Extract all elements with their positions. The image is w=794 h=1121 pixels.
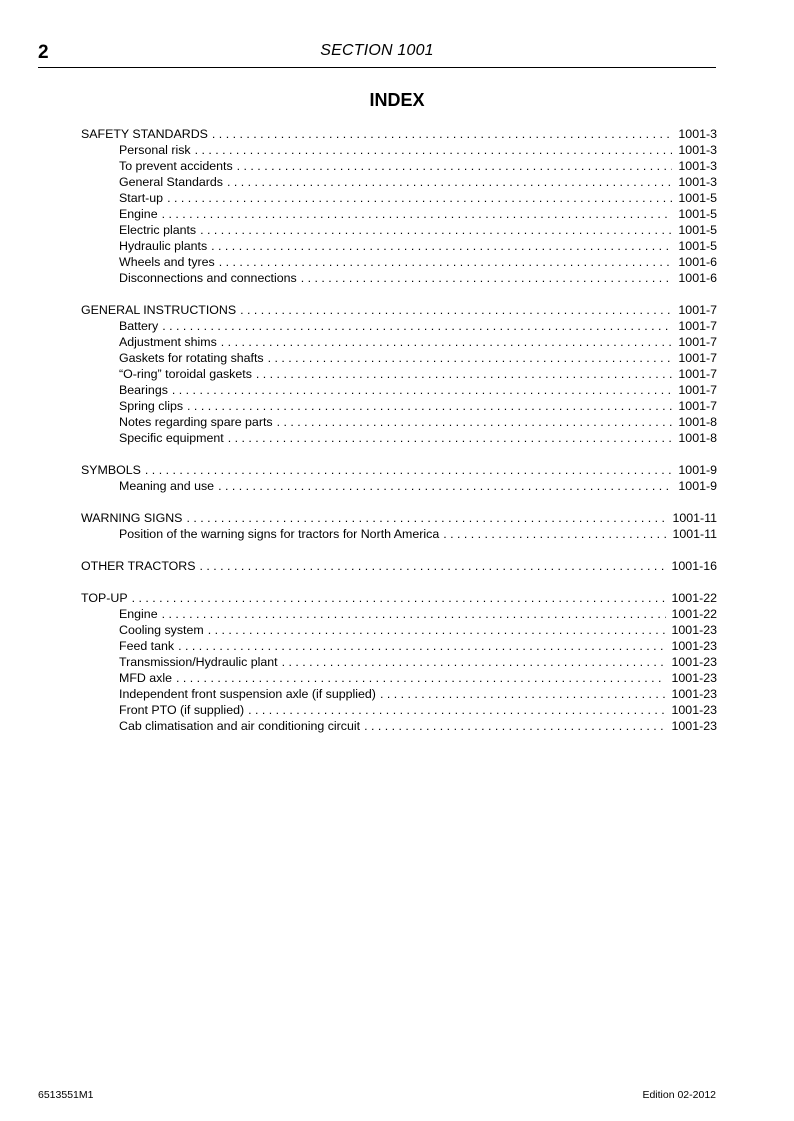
toc-page-number: 1001-7 [678,319,717,333]
toc-subentry[interactable] [81,350,717,366]
toc-page-number: 1001-5 [678,223,717,237]
dot-leader [277,414,673,430]
toc-subentry[interactable] [81,702,717,718]
toc-subentry[interactable] [81,206,717,222]
edition-label: Edition 02-2012 [642,1089,716,1101]
toc-entry[interactable] [81,510,717,526]
toc-entry[interactable] [81,462,717,478]
toc-page-number: 1001-23 [671,719,717,733]
page-header [38,38,716,68]
dot-leader [380,686,666,702]
toc-page-number: 1001-8 [678,415,717,429]
toc-subentry[interactable] [81,526,717,542]
toc-subentry[interactable] [81,414,717,430]
toc-entry-title: MFD axle [119,671,173,685]
toc-section [81,558,717,574]
toc-page-number: 1001-22 [671,591,717,605]
toc-subentry[interactable] [81,270,717,286]
toc-page-number: 1001-7 [678,351,717,365]
toc-entry-title: Electric plants [119,223,197,237]
toc-page-number: 1001-7 [678,335,717,349]
toc-entry-title: Start-up [119,191,164,205]
toc-page-number: 1001-3 [678,127,717,141]
toc-entry-title: Spring clips [119,399,184,413]
toc-page-number: 1001-7 [678,303,717,317]
toc-section [81,126,717,286]
toc-entry-title: Meaning and use [119,479,215,493]
toc-entry[interactable] [81,302,717,318]
dot-leader [237,158,673,174]
toc-subentry[interactable] [81,606,717,622]
dot-leader [443,526,666,542]
dot-leader [240,302,672,318]
toc-subentry[interactable] [81,382,717,398]
toc-section [81,510,717,542]
dot-leader [364,718,665,734]
toc-subentry[interactable] [81,174,717,190]
dot-leader [268,350,673,366]
toc-subentry[interactable] [81,318,717,334]
toc-subentry[interactable] [81,670,717,686]
toc-subentry[interactable] [81,238,717,254]
toc-page-number: 1001-11 [672,511,717,525]
header-divider [38,67,716,68]
toc-entry-title: Transmission/Hydraulic plant [119,655,278,669]
toc-entry-title: Engine [119,607,158,621]
dot-leader [162,206,673,222]
dot-leader [256,366,673,382]
dot-leader [218,478,672,494]
toc-entry-title: Cooling system [119,623,204,637]
toc-page-number: 1001-3 [678,159,717,173]
toc-entry-title: Position of the warning signs for tractors for North America [119,527,440,541]
toc-page-number: 1001-23 [671,639,717,653]
dot-leader [132,590,666,606]
toc-page-number: 1001-11 [672,527,717,541]
section-title: SECTION 1001 [320,42,434,59]
toc-entry-title: Wheels and tyres [119,255,215,269]
toc-entry-title: Disconnections and connections [119,271,297,285]
toc-entry-title: To prevent accidents [119,159,233,173]
toc-page-number: 1001-23 [671,655,717,669]
toc-entry-title: Front PTO (if supplied) [119,703,245,717]
toc-entry-title: Cab climatisation and air conditioning circuit [119,719,361,733]
dot-leader [208,622,666,638]
dot-leader [145,462,672,478]
toc-subentry[interactable] [81,190,717,206]
toc-page-number: 1001-7 [678,383,717,397]
toc-page-number: 1001-3 [678,175,717,189]
toc-entry-title: SYMBOLS [81,463,141,477]
toc-entry-title: Adjustment shims [119,335,217,349]
toc-page-number: 1001-16 [671,559,717,573]
toc-subentry[interactable] [81,142,717,158]
toc-section [81,462,717,494]
dot-leader [200,222,672,238]
toc-page-number: 1001-3 [678,143,717,157]
toc-subentry[interactable] [81,222,717,238]
dot-leader [187,398,672,414]
table-of-contents [81,126,717,750]
toc-entry-title: Battery [119,319,159,333]
toc-entry-title: Bearings [119,383,168,397]
dot-leader [212,126,672,142]
toc-entry-title: Engine [119,207,158,221]
toc-entry-title: TOP-UP [81,591,128,605]
toc-entry-title: Feed tank [119,639,175,653]
toc-entry-title: GENERAL INSTRUCTIONS [81,303,237,317]
toc-page-number: 1001-22 [671,607,717,621]
toc-entry-title: SAFETY STANDARDS [81,127,208,141]
toc-page-number: 1001-23 [671,687,717,701]
toc-entry-title: General Standards [119,175,224,189]
dot-leader [172,382,673,398]
dot-leader [221,334,673,350]
dot-leader [228,430,673,446]
toc-entry-title: WARNING SIGNS [81,511,183,525]
dot-leader [282,654,666,670]
toc-entry-title: Personal risk [119,143,191,157]
dot-leader [178,638,665,654]
toc-page-number: 1001-5 [678,191,717,205]
dot-leader [211,238,672,254]
toc-entry[interactable] [81,590,717,606]
toc-subentry[interactable] [81,398,717,414]
toc-subentry[interactable] [81,254,717,270]
toc-page-number: 1001-7 [678,367,717,381]
toc-page-number: 1001-23 [671,623,717,637]
dot-leader [195,142,673,158]
dot-leader [176,670,666,686]
dot-leader [248,702,665,718]
toc-subentry[interactable] [81,686,717,702]
toc-subentry[interactable] [81,158,717,174]
toc-subentry[interactable] [81,366,717,382]
toc-subentry[interactable] [81,638,717,654]
toc-page-number: 1001-6 [678,271,717,285]
toc-entry-title: Gaskets for rotating shafts [119,351,264,365]
dot-leader [301,270,673,286]
toc-subentry[interactable] [81,478,717,494]
toc-page-number: 1001-9 [678,479,717,493]
toc-page-number: 1001-23 [671,703,717,717]
toc-page-number: 1001-7 [678,399,717,413]
toc-page-number: 1001-6 [678,255,717,269]
page-number: 2 [38,42,49,63]
toc-entry-title: Notes regarding spare parts [119,415,273,429]
toc-section [81,590,717,734]
toc-subentry[interactable] [81,654,717,670]
toc-entry-title: Specific equipment [119,431,224,445]
toc-page-number: 1001-5 [678,207,717,221]
dot-leader [200,558,666,574]
toc-subentry[interactable] [81,718,717,734]
dot-leader [167,190,672,206]
index-title: INDEX [369,90,425,110]
document-code: 6513551M1 [38,1089,94,1101]
toc-subentry[interactable] [81,622,717,638]
dot-leader [227,174,672,190]
toc-section [81,302,717,446]
dot-leader [162,606,666,622]
toc-entry[interactable] [81,558,717,574]
toc-page-number: 1001-5 [678,239,717,253]
dot-leader [186,510,666,526]
toc-page-number: 1001-8 [678,431,717,445]
toc-entry-title: Independent front suspension axle (if supplied) [119,687,376,701]
toc-entry-title: “O-ring” toroidal gaskets [119,367,252,381]
toc-entry-title: Hydraulic plants [119,239,208,253]
dot-leader [219,254,673,270]
toc-entry[interactable] [81,126,717,142]
toc-page-number: 1001-23 [671,671,717,685]
dot-leader [162,318,672,334]
toc-subentry[interactable] [81,430,717,446]
toc-entry-title: OTHER TRACTORS [81,559,196,573]
toc-subentry[interactable] [81,334,717,350]
toc-page-number: 1001-9 [678,463,717,477]
